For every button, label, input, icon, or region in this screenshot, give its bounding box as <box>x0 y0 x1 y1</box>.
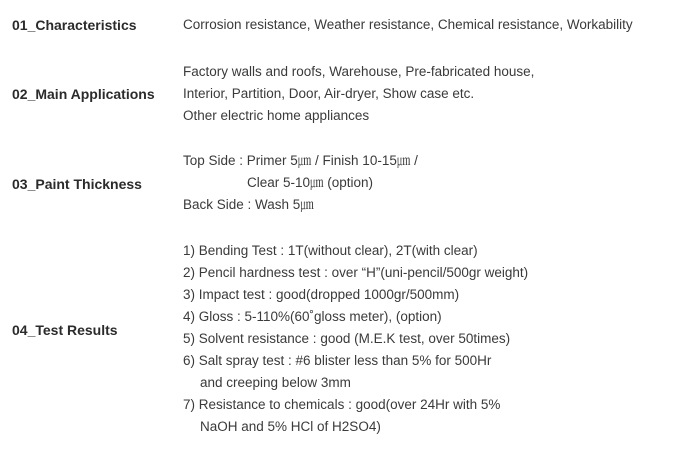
test-results-label: 04_Test Results <box>12 322 118 338</box>
applications-line: Factory walls and roofs, Warehouse, Pre-fabricated house, <box>183 64 535 79</box>
test-result-line: 6) Salt spray test : #6 blister less than 5% for 500Hr <box>183 353 492 368</box>
test-result-line: 1) Bending Test : 1T(without clear), 2T(with clear) <box>183 243 478 258</box>
characteristics-label: 01_Characteristics <box>12 17 137 33</box>
applications-line: Interior, Partition, Door, Air-dryer, Show case etc. <box>183 86 475 101</box>
test-result-line: 4) Gloss : 5-110%(60˚gloss meter), (option) <box>183 309 442 324</box>
thickness-line: Top Side : Primer 5㎛ / Finish 10-15㎛ / <box>183 153 418 168</box>
applications-line: Other electric home appliances <box>183 108 370 123</box>
paint-thickness-content <box>183 150 683 216</box>
test-result-line: NaOH and 5% HCl of H2SO4) <box>200 419 381 434</box>
test-result-line: 7) Resistance to chemicals : good(over 24Hr with 5% <box>183 397 501 412</box>
paint-thickness-label: 03_Paint Thickness <box>12 176 142 192</box>
characteristics-content <box>183 14 683 36</box>
main-applications-label: 02_Main Applications <box>12 86 155 102</box>
characteristics-line: Corrosion resistance, Weather resistance, Chemical resistance, Workability <box>183 17 633 32</box>
main-applications-content <box>183 61 683 127</box>
test-result-line: and creeping below 3mm <box>200 375 351 390</box>
thickness-line: Back Side : Wash 5㎛ <box>183 197 314 212</box>
test-results-content <box>183 240 683 438</box>
thickness-line: Clear 5-10㎛ (option) <box>247 175 374 190</box>
test-result-line: 5) Solvent resistance : good (M.E.K test, over 50times) <box>183 331 511 346</box>
test-result-line: 3) Impact test : good(dropped 1000gr/500mm) <box>183 287 460 302</box>
test-result-line: 2) Pencil hardness test : over “H”(uni-pencil/500gr weight) <box>183 265 529 280</box>
